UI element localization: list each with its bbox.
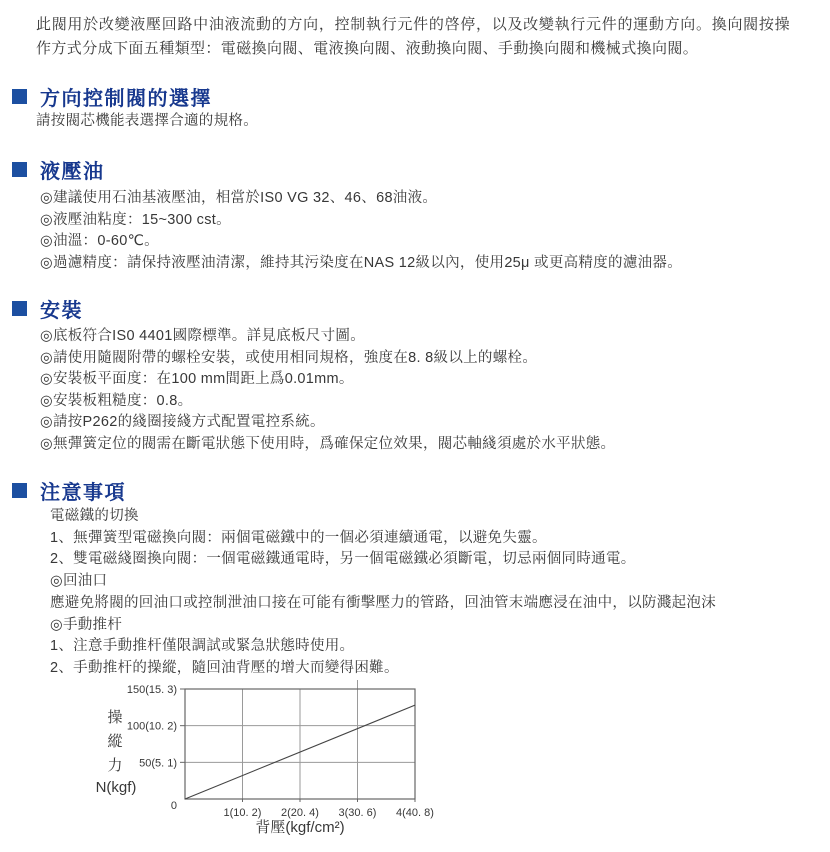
note-line: ◎回油口	[50, 573, 108, 590]
blue-square-bullet	[12, 89, 27, 104]
section-heading-hydraulic-oil	[12, 158, 105, 183]
note-line: 1、注意手動推杆僅限調試或緊急狀態時使用。	[50, 638, 355, 655]
list-item: ◎請按P262的綫圈接綫方式配置電控系統。	[40, 414, 325, 430]
x-axis-label: 背壓(kgf/cm²)	[255, 819, 345, 836]
y-axis-unit: N(kgf)	[95, 779, 137, 796]
y-axis-label-char: 力	[107, 757, 123, 774]
y-tick-label: 50(5. 1)	[139, 757, 177, 770]
list-item: ◎過濾精度：請保持液壓油清潔，維持其污染度在NAS 12級以內，使用25μ 或更高精度的濾油器。	[40, 254, 683, 271]
note-line: 1、無彈簧型電磁換向閥：兩個電磁鐵中的一個必須連續通電，以避免失靈。	[50, 529, 547, 546]
x-tick-label: 4(40. 8)	[396, 807, 434, 819]
section-heading-selection	[12, 85, 212, 110]
hydraulic-oil-list	[40, 188, 682, 274]
installation-list	[40, 326, 615, 455]
list-item: ◎液壓油粘度：15~300 cst。	[40, 211, 231, 228]
precautions-list	[50, 506, 716, 680]
section-title: 液壓油	[40, 160, 105, 183]
blue-square-bullet	[12, 162, 27, 177]
blue-square-bullet	[12, 483, 27, 498]
section-title: 方向控制閥的選擇	[40, 87, 212, 110]
note-line: 電磁鐵的切換	[50, 508, 139, 524]
origin-label: 0	[170, 800, 177, 812]
note-line: ◎手動推杆	[50, 616, 123, 633]
section-heading-precautions	[12, 479, 126, 504]
x-tick-label: 2(20. 4)	[281, 807, 319, 819]
x-tick-label: 1(10. 2)	[223, 807, 262, 819]
section-title: 注意事項	[40, 481, 126, 504]
intro-paragraph: 此閥用於改變液壓回路中油液流動的方向，控制執行元件的啓停，以及改變執行元件的運動方向。換向閥按操作方式分成下面五種類型：電磁換向閥、電液換向閥、液動換向閥、手動換向閥和機械式換向閥。	[36, 16, 790, 57]
list-item: ◎油溫：0-60℃。	[40, 233, 159, 249]
y-tick-label: 100(10. 2)	[126, 720, 177, 733]
list-item: ◎建議使用石油基液壓油，相當於IS0 VG 32、46、68油液。	[40, 190, 438, 206]
y-axis-label-char: 操	[107, 709, 123, 726]
note-line: 2、手動推杆的操縱，隨回油背壓的增大而變得困難。	[50, 659, 399, 676]
note-line: 2、雙電磁綫圈換向閥：一個電磁鐵通電時，另一個電磁鐵必須斷電，切忌兩個同時通電。	[50, 551, 636, 568]
x-tick-label: 3(30. 6)	[338, 807, 377, 819]
section-title: 安裝	[40, 299, 83, 322]
list-item: ◎請使用隨閥附帶的螺栓安裝，或使用相同規格，強度在8. 8級以上的螺栓。	[40, 349, 538, 366]
list-item: ◎無彈簧定位的閥需在斷電狀態下使用時，爲確保定位效果，閥芯軸綫須處於水平狀態。	[40, 435, 616, 452]
note-line: 應避免將閥的回油口或控制泄油口接在可能有衝擊壓力的管路，回油管末端應浸在油中，以防濺起泡沫	[50, 594, 716, 611]
back-pressure-force-chart	[85, 680, 455, 852]
list-item: ◎安裝板平面度：在100 mm間距上爲0.01mm。	[40, 371, 354, 387]
section-heading-installation	[12, 297, 83, 322]
y-axis-label-char: 縱	[107, 733, 123, 750]
selection-body-text: 請按閥芯機能表選擇合適的規格。	[36, 113, 258, 129]
blue-square-bullet	[12, 301, 27, 316]
y-tick-label: 150(15. 3)	[126, 684, 177, 696]
list-item: ◎安裝板粗糙度：0.8。	[40, 392, 193, 409]
list-item: ◎底板符合IS0 4401國際標準。詳見底板尺寸圖。	[40, 328, 365, 344]
